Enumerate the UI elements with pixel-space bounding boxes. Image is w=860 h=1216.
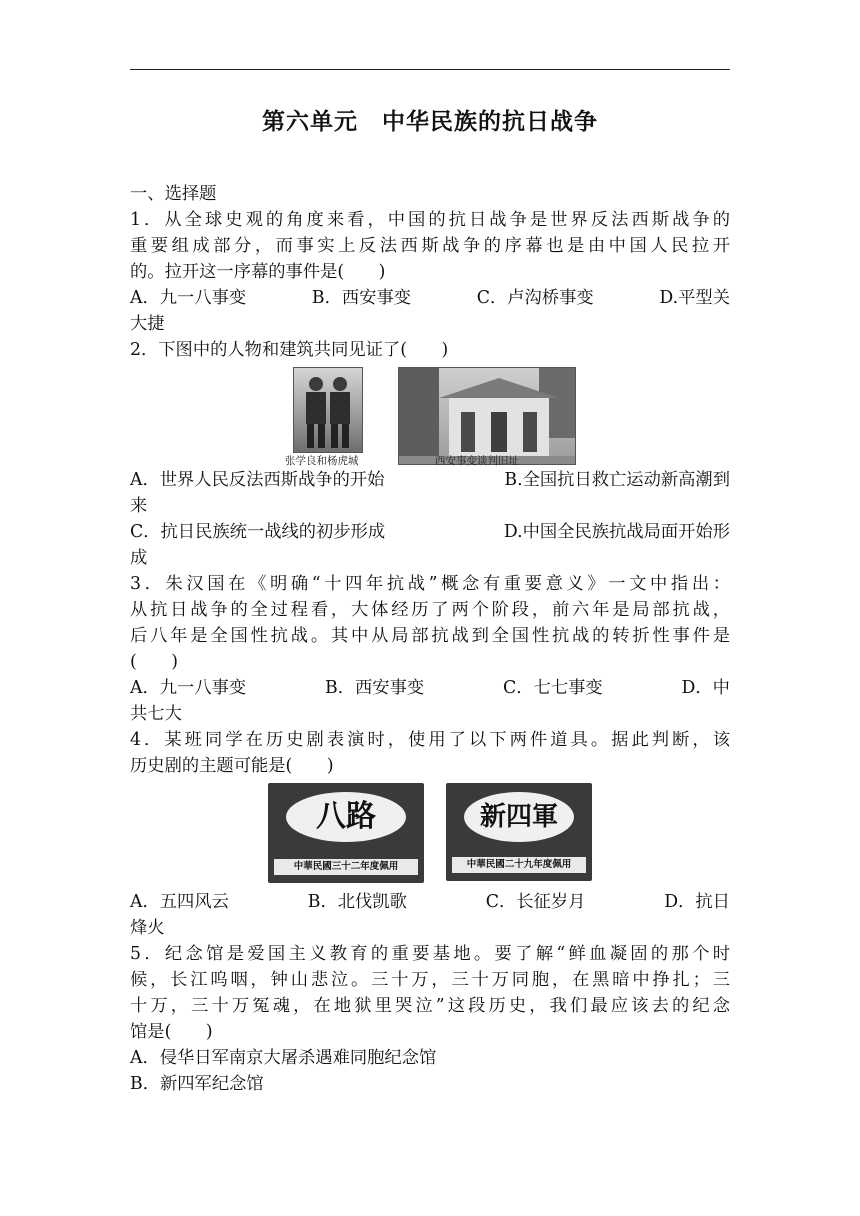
document-body (130, 181, 730, 1097)
question-2-options-row-1 (130, 467, 730, 493)
armband-xinsijun (446, 783, 592, 881)
section-heading: 一、选择题 (130, 184, 217, 204)
option-b: B．西安事变 (311, 288, 412, 308)
question-1-line: 的。拉开这一序幕的事件是( ) (130, 262, 386, 282)
header-rule (130, 69, 730, 70)
option-b: B．西安事变 (325, 678, 425, 698)
option-a: A．世界人民反法西斯战争的开始 (130, 470, 385, 490)
building-image (399, 368, 575, 464)
question-3-options (130, 675, 730, 701)
option-a: A．九一八事变 (130, 678, 247, 698)
question-2-figure (130, 363, 730, 467)
option-d: D.平型关 (659, 288, 730, 308)
question-1-options (130, 285, 730, 311)
option-b: B．新四军纪念馆 (130, 1074, 264, 1094)
option-c: C．长征岁月 (485, 892, 586, 912)
question-1-line: 1．从全球史观的角度来看，中国的抗日战争是世界反法西斯战争的 (130, 210, 730, 230)
question-5-line: 候，长江呜咽，钟山悲泣。三十万，三十万同胞，在黑暗中挣扎；三 (130, 970, 730, 990)
option-d-wrap: 烽火 (130, 918, 165, 938)
option-d: D．抗日 (664, 892, 730, 912)
option-c: C．七七事变 (503, 678, 603, 698)
question-5-line: 5．纪念馆是爱国主义教育的重要基地。要了解“鲜血凝固的那个时 (130, 944, 730, 964)
option-a: A．九一八事变 (130, 288, 247, 308)
building-photo (398, 367, 576, 465)
option-c: C．卢沟桥事变 (476, 288, 594, 308)
option-b: B．北伐凯歌 (307, 892, 407, 912)
caption-right: 西安事变谈判旧址 (435, 455, 519, 467)
armband-strip-text: 中華民國三十二年度佩用 (274, 859, 418, 875)
option-a: A．五四风云 (130, 892, 229, 912)
armband-balu (268, 783, 424, 883)
option-a: A．侵华日军南京大屠杀遇难同胞纪念馆 (130, 1048, 437, 1068)
question-2-stem: 2．下图中的人物和建筑共同见证了( ) (130, 340, 449, 360)
armband-main-text: 八路 (286, 792, 406, 842)
option-b-wrap: 来 (130, 496, 148, 516)
question-3-line: 3．朱汉国在《明确“十四年抗战”概念有重要意义》一文中指出： (130, 574, 730, 594)
option-d: D.中国全民族抗战局面开始形 (503, 522, 730, 542)
question-4-options (130, 889, 730, 915)
question-3-line: 后八年是全国性抗战。其中从局部抗战到全国性抗战的转折性事件是 (130, 626, 730, 646)
question-5-line: 十万，三十万冤魂，在地狱里哭泣”这段历史，我们最应该去的纪念 (130, 996, 730, 1016)
armband-strip-text: 中華民國二十九年度佩用 (452, 857, 586, 873)
option-b: B.全国抗日救亡运动新高潮到 (504, 470, 730, 490)
question-4-figure (130, 779, 730, 889)
question-3-line: ( ) (130, 652, 179, 672)
question-2-options-row-2 (130, 519, 730, 545)
caption-left: 张学良和杨虎城 (285, 455, 359, 467)
question-4-line: 历史剧的主题可能是( ) (130, 756, 334, 776)
option-d-wrap: 共七大 (130, 704, 182, 724)
armband-main-text: 新四軍 (464, 792, 574, 842)
question-5-line: 馆是( ) (130, 1022, 213, 1042)
option-d-wrap: 成 (130, 548, 148, 568)
option-d-wrap: 大捷 (130, 314, 165, 334)
two-officers-image (294, 368, 362, 452)
page-title: 第六单元 中华民族的抗日战争 (262, 109, 598, 135)
question-3-line: 从抗日战争的全过程看，大体经历了两个阶段，前六年是局部抗战， (130, 600, 730, 620)
question-4-line: 4．某班同学在历史剧表演时，使用了以下两件道具。据此判断，该 (130, 730, 730, 750)
option-d: D．中 (681, 678, 730, 698)
portrait-photo (293, 367, 363, 453)
question-1-line: 重要组成部分，而事实上反法西斯战争的序幕也是由中国人民拉开 (130, 236, 730, 256)
option-c: C．抗日民族统一战线的初步形成 (130, 522, 386, 542)
